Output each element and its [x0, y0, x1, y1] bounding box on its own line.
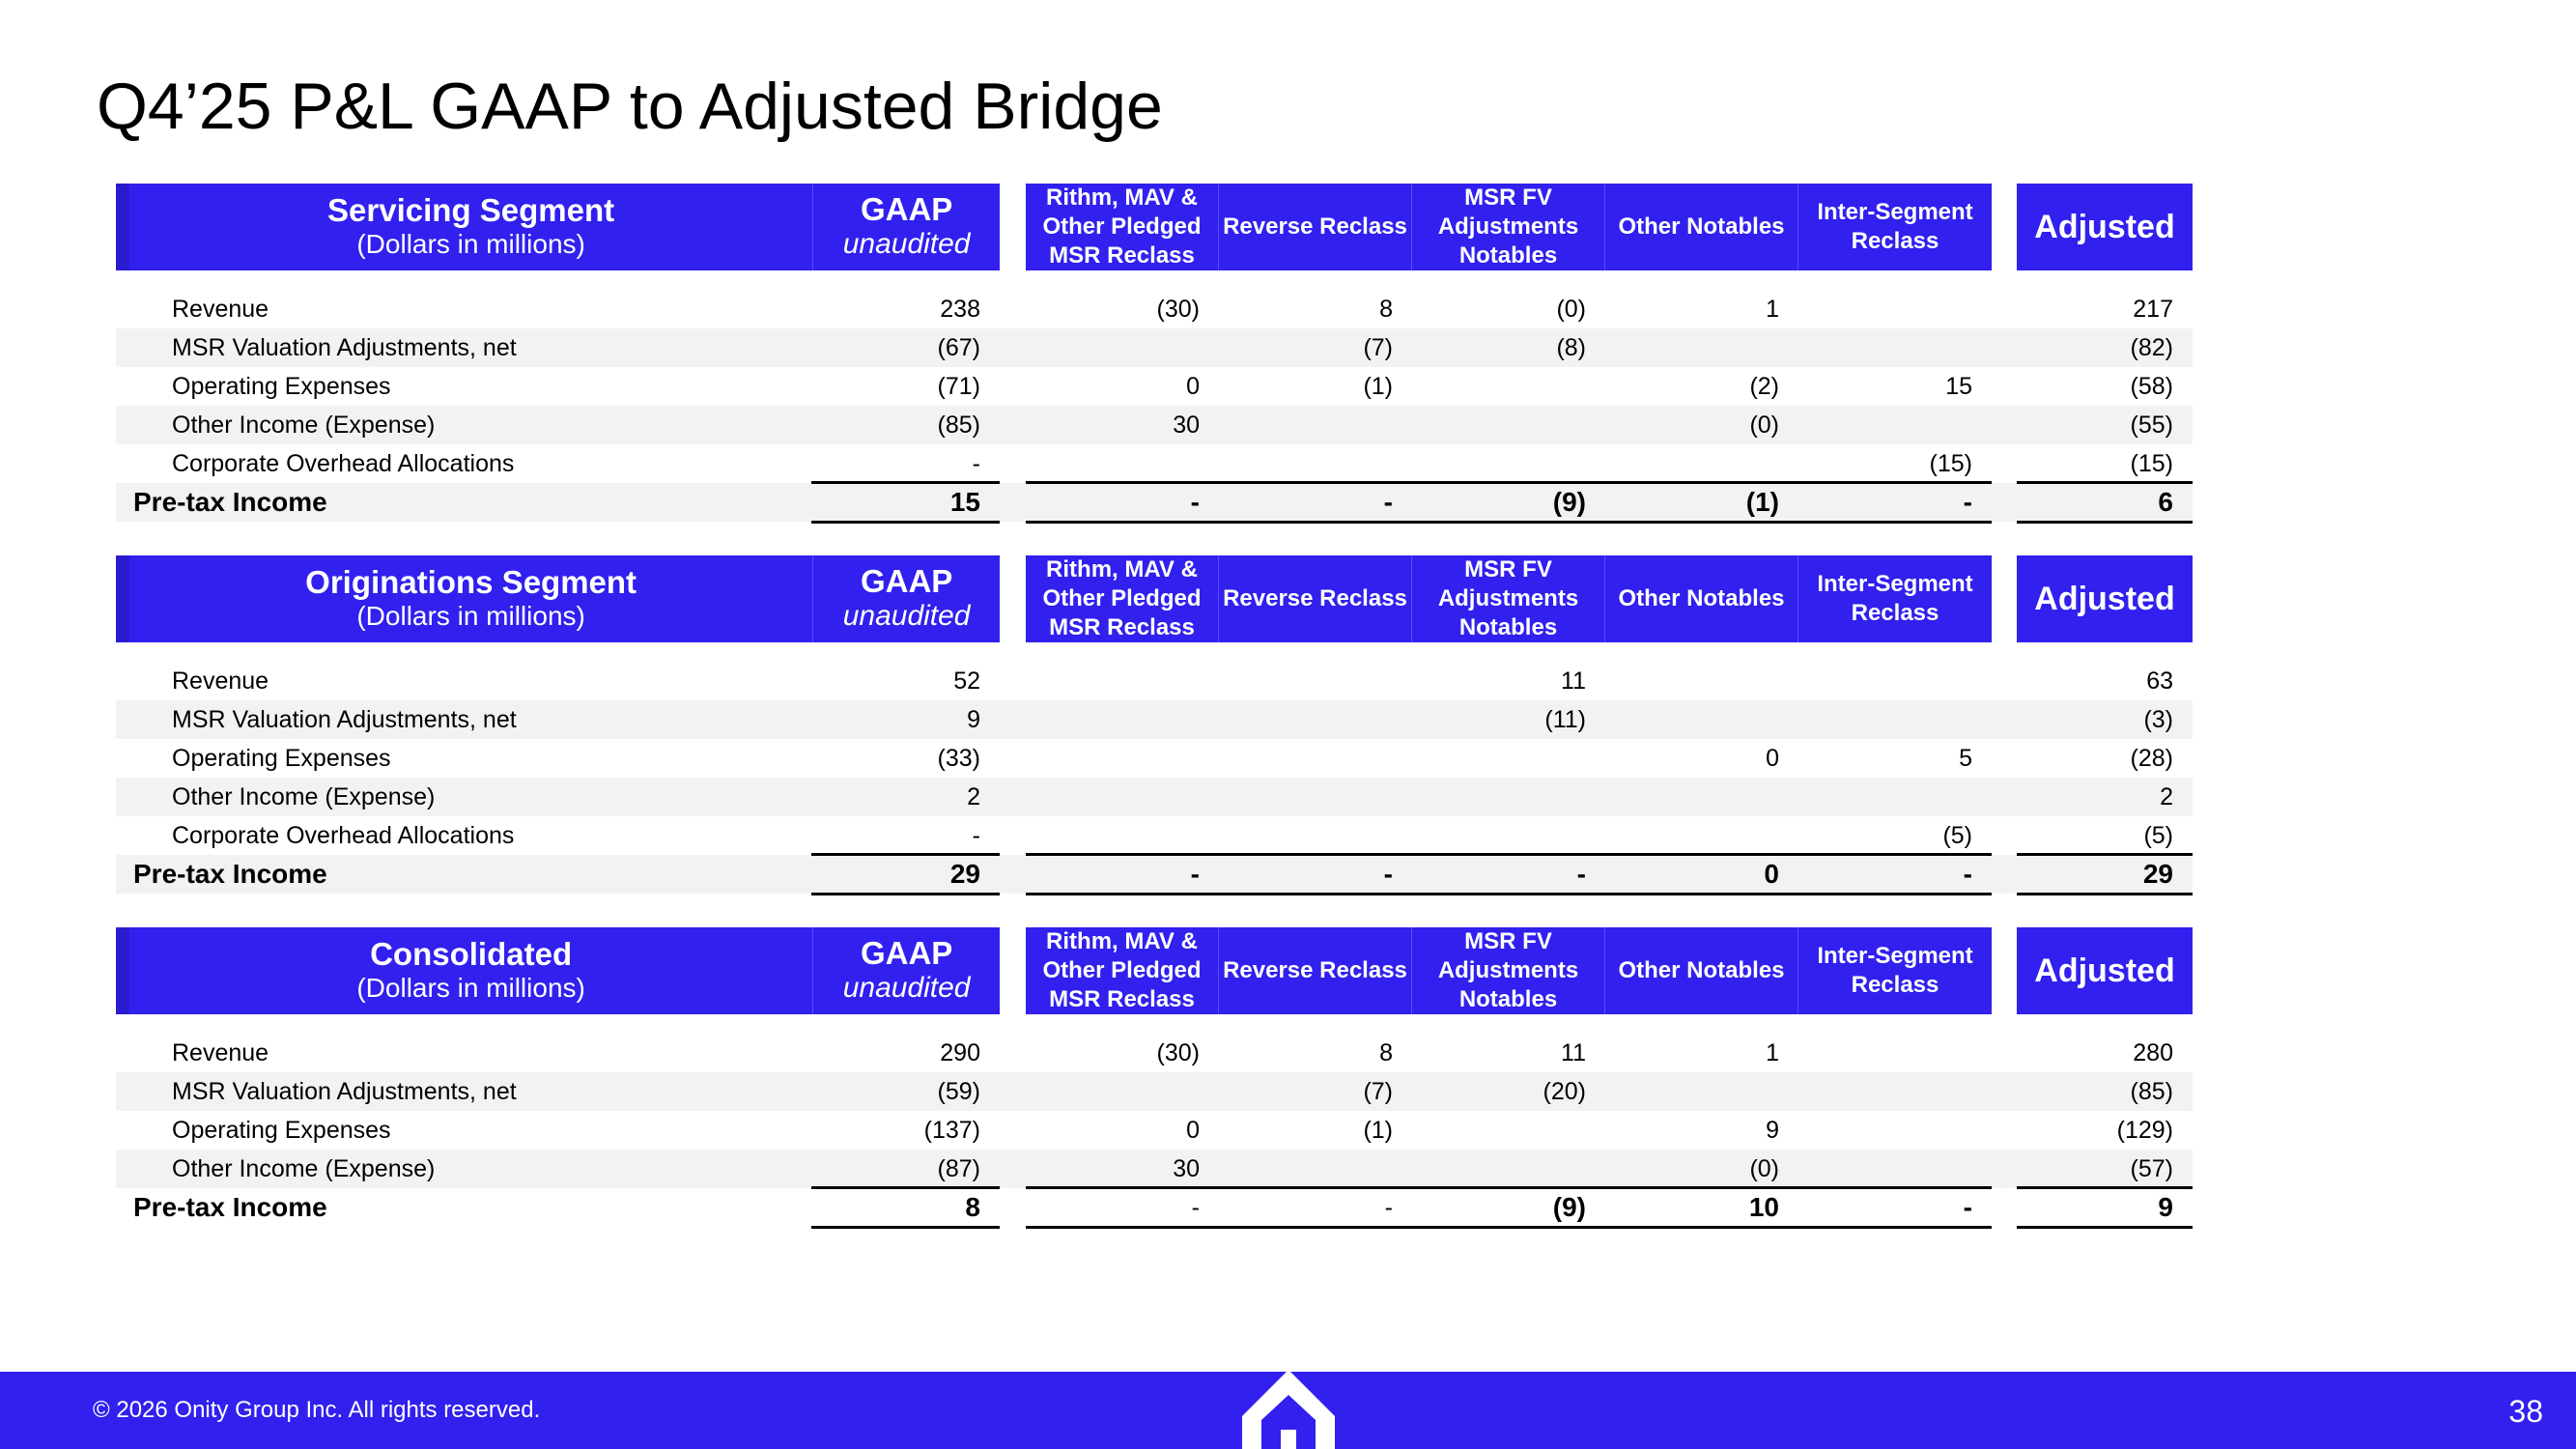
- total-rule-top: [1026, 481, 1992, 484]
- table-cell: (82): [2130, 334, 2173, 361]
- table-cell: 0: [1764, 859, 1779, 889]
- table-cell: -: [1384, 1194, 1393, 1221]
- table-cell: (2): [1749, 373, 1779, 400]
- table-cell: (87): [937, 1155, 980, 1182]
- table-cell: (28): [2130, 745, 2173, 772]
- total-rule-bottom: [811, 893, 1000, 895]
- adjustment-column-header: Inter-Segment Reclass: [1817, 199, 1973, 254]
- total-rule-top: [1026, 853, 1992, 856]
- table-cell: (9): [1552, 1192, 1586, 1222]
- gaap-sublabel: unaudited: [842, 600, 971, 633]
- segment-name-box: [116, 184, 812, 270]
- total-rule-bottom: [1026, 521, 1992, 524]
- table-cell: (85): [937, 412, 980, 439]
- table-cell: (3): [2143, 706, 2173, 733]
- segment-header: [116, 555, 1000, 642]
- table-row: [116, 662, 2193, 700]
- table-row: [116, 1111, 2193, 1150]
- section-2: [116, 555, 2193, 897]
- table-cell: (7): [1363, 1078, 1393, 1105]
- row-label: Corporate Overhead Allocations: [172, 822, 515, 849]
- table-cell: -: [1191, 1194, 1200, 1221]
- page-number: 38: [2508, 1394, 2543, 1429]
- table-cell: (30): [1156, 296, 1200, 323]
- row-label: Corporate Overhead Allocations: [172, 450, 515, 477]
- table-row: [116, 1072, 2193, 1111]
- total-rule-bottom: [2017, 521, 2193, 524]
- row-label: Other Income (Expense): [172, 783, 436, 810]
- table-cell: (5): [2143, 822, 2173, 849]
- table-cell: 1: [1766, 1039, 1779, 1066]
- table-row: [116, 290, 2193, 328]
- total-rule-top: [1026, 1186, 1992, 1189]
- table-cell: 9: [2158, 1192, 2173, 1222]
- total-row: [116, 483, 2193, 522]
- table-cell: (71): [937, 373, 980, 400]
- table-cell: -: [1963, 1192, 1972, 1222]
- table-row: [116, 367, 2193, 406]
- gaap-header: [812, 927, 1000, 1014]
- adjustment-column-header: Rithm, MAV & Other Pledged MSR Reclass: [1026, 555, 1219, 642]
- row-label: Operating Expenses: [172, 745, 391, 772]
- table-cell: 11: [1561, 1039, 1586, 1066]
- table-cell: 8: [1379, 296, 1393, 323]
- segment-header: [116, 927, 1000, 1014]
- gaap-header: [812, 184, 1000, 270]
- table-cell: (0): [1749, 412, 1779, 439]
- adjusted-header: Adjusted: [2017, 184, 2193, 270]
- table-body: [116, 1034, 2193, 1227]
- total-rule-bottom: [811, 521, 1000, 524]
- table-cell: -: [1190, 859, 1200, 889]
- adjustment-headers: [1026, 927, 1992, 1014]
- table-cell: 30: [1173, 412, 1200, 439]
- gaap-label: GAAP: [860, 934, 953, 971]
- adjustment-column-header: Inter-Segment Reclass: [1817, 571, 1973, 626]
- table-row: [116, 778, 2193, 816]
- adjustment-column-header: Inter-Segment Reclass: [1817, 943, 1973, 998]
- table-cell: 63: [2146, 668, 2173, 695]
- adjustment-column-header: Other Notables: [1605, 555, 1798, 642]
- table-cell: (20): [1543, 1078, 1586, 1105]
- row-label: Revenue: [172, 296, 269, 323]
- copyright-text: © 2026 Onity Group Inc. All rights reserved.: [93, 1397, 541, 1423]
- segment-name: Consolidated: [370, 936, 573, 973]
- gaap-label: GAAP: [860, 562, 953, 599]
- table-row: [116, 1150, 2193, 1188]
- gaap-label: GAAP: [860, 190, 953, 227]
- total-rule-bottom: [811, 1226, 1000, 1229]
- total-rule-top: [2017, 853, 2193, 856]
- total-rule-top: [811, 481, 1000, 484]
- row-label: Pre-tax Income: [133, 1192, 327, 1222]
- table-cell: 0: [1186, 1117, 1200, 1144]
- table-cell: (9): [1552, 487, 1586, 517]
- table-cell: (85): [2130, 1078, 2173, 1105]
- row-label: MSR Valuation Adjustments, net: [172, 334, 517, 361]
- adjustment-column-header: Reverse Reclass: [1219, 184, 1412, 270]
- table-cell: 217: [2133, 296, 2173, 323]
- table-cell: (57): [2130, 1155, 2173, 1182]
- segment-units: (Dollars in millions): [356, 973, 585, 1004]
- row-label: Revenue: [172, 1039, 269, 1066]
- table-cell: (7): [1363, 334, 1393, 361]
- table-cell: (11): [1544, 706, 1586, 733]
- table-cell: 15: [1945, 373, 1972, 400]
- table-cell: (59): [937, 1078, 980, 1105]
- table-cell: 15: [949, 487, 980, 517]
- table-cell: (1): [1745, 487, 1779, 517]
- adjustment-headers: [1026, 184, 1992, 270]
- section-1: [116, 184, 2193, 526]
- table-cell: -: [1576, 859, 1586, 889]
- row-label: Other Income (Expense): [172, 412, 436, 439]
- segment-name: Originations Segment: [305, 564, 637, 601]
- segment-name: Servicing Segment: [327, 192, 615, 229]
- segment-name-box: [116, 927, 812, 1014]
- house-logo-icon: [1242, 1370, 1335, 1449]
- table-row: [116, 700, 2193, 739]
- gaap-sublabel: unaudited: [842, 972, 971, 1005]
- adjusted-header: Adjusted: [2017, 927, 2193, 1014]
- table-cell: 8: [965, 1192, 980, 1222]
- table-cell: 52: [953, 668, 980, 695]
- table-cell: -: [1383, 487, 1393, 517]
- table-cell: 29: [949, 859, 980, 889]
- table-cell: 9: [967, 706, 980, 733]
- adjustment-headers: [1026, 555, 1992, 642]
- total-rule-bottom: [2017, 893, 2193, 895]
- table-cell: 2: [967, 783, 980, 810]
- section-3: [116, 927, 2193, 1231]
- row-label: MSR Valuation Adjustments, net: [172, 706, 517, 733]
- table-cell: -: [1963, 487, 1972, 517]
- adjusted-header: Adjusted: [2017, 555, 2193, 642]
- table-row: [116, 1034, 2193, 1072]
- table-cell: (1): [1363, 373, 1393, 400]
- total-rule-bottom: [1026, 1226, 1992, 1229]
- table-cell: 1: [1766, 296, 1779, 323]
- row-label: Other Income (Expense): [172, 1155, 436, 1182]
- table-cell: 0: [1766, 745, 1779, 772]
- total-rule-bottom: [1026, 893, 1992, 895]
- table-cell: (15): [1929, 450, 1972, 477]
- table-cell: -: [1963, 859, 1972, 889]
- gaap-sublabel: unaudited: [842, 228, 971, 261]
- adjustment-column-header: Rithm, MAV & Other Pledged MSR Reclass: [1026, 184, 1219, 270]
- table-body: [116, 662, 2193, 894]
- table-cell: 10: [1748, 1192, 1779, 1222]
- table-cell: 29: [2142, 859, 2173, 889]
- table-cell: 11: [1561, 668, 1586, 695]
- table-cell: (55): [2130, 412, 2173, 439]
- adjustment-column-header: MSR FV Adjustments Notables: [1412, 184, 1605, 270]
- table-cell: -: [1190, 487, 1200, 517]
- table-cell: 5: [1959, 745, 1972, 772]
- total-rule-bottom: [2017, 1226, 2193, 1229]
- table-cell: (0): [1556, 296, 1586, 323]
- total-rule-top: [2017, 1186, 2193, 1189]
- total-row: [116, 1188, 2193, 1227]
- total-rule-top: [2017, 481, 2193, 484]
- table-cell: (5): [1942, 822, 1972, 849]
- table-cell: (33): [937, 745, 980, 772]
- table-cell: (137): [923, 1117, 980, 1144]
- table-row: [116, 406, 2193, 444]
- row-label: Revenue: [172, 668, 269, 695]
- table-cell: 238: [940, 296, 980, 323]
- table-row: [116, 444, 2193, 483]
- table-cell: 2: [2160, 783, 2173, 810]
- table-cell: 290: [940, 1039, 980, 1066]
- table-cell: 0: [1186, 373, 1200, 400]
- row-label: Pre-tax Income: [133, 859, 327, 889]
- segment-units: (Dollars in millions): [356, 601, 585, 632]
- table-cell: (67): [937, 334, 980, 361]
- adjustment-column-header: Reverse Reclass: [1219, 927, 1412, 1014]
- segment-header: [116, 184, 1000, 270]
- table-cell: (129): [2116, 1117, 2173, 1144]
- total-row: [116, 855, 2193, 894]
- row-label: MSR Valuation Adjustments, net: [172, 1078, 517, 1105]
- adjustment-column-header: MSR FV Adjustments Notables: [1412, 927, 1605, 1014]
- table-cell: 8: [1379, 1039, 1393, 1066]
- table-cell: (58): [2130, 373, 2173, 400]
- table-cell: (30): [1156, 1039, 1200, 1066]
- adjustment-column-header: Rithm, MAV & Other Pledged MSR Reclass: [1026, 927, 1219, 1014]
- table-cell: -: [972, 450, 980, 477]
- segment-units: (Dollars in millions): [356, 229, 585, 260]
- table-cell: (8): [1556, 334, 1586, 361]
- table-cell: 6: [2158, 487, 2173, 517]
- table-cell: (1): [1363, 1117, 1393, 1144]
- segment-name-box: [116, 555, 812, 642]
- row-label: Operating Expenses: [172, 373, 391, 400]
- table-cell: (0): [1749, 1155, 1779, 1182]
- table-cell: 9: [1766, 1117, 1779, 1144]
- total-rule-top: [811, 853, 1000, 856]
- row-label: Pre-tax Income: [133, 487, 327, 517]
- adjustment-column-header: MSR FV Adjustments Notables: [1412, 555, 1605, 642]
- table-row: [116, 328, 2193, 367]
- table-row: [116, 739, 2193, 778]
- adjustment-column-header: Other Notables: [1605, 927, 1798, 1014]
- table-cell: -: [972, 822, 980, 849]
- table-row: [116, 816, 2193, 855]
- page-title: Q4’25 P&L GAAP to Adjusted Bridge: [97, 70, 1163, 143]
- adjustment-column-header: Reverse Reclass: [1219, 555, 1412, 642]
- table-cell: (15): [2130, 450, 2173, 477]
- total-rule-top: [811, 1186, 1000, 1189]
- row-label: Operating Expenses: [172, 1117, 391, 1144]
- table-body: [116, 290, 2193, 522]
- gaap-header: [812, 555, 1000, 642]
- adjustment-column-header: Other Notables: [1605, 184, 1798, 270]
- table-cell: 30: [1173, 1155, 1200, 1182]
- table-cell: -: [1383, 859, 1393, 889]
- table-cell: 280: [2133, 1039, 2173, 1066]
